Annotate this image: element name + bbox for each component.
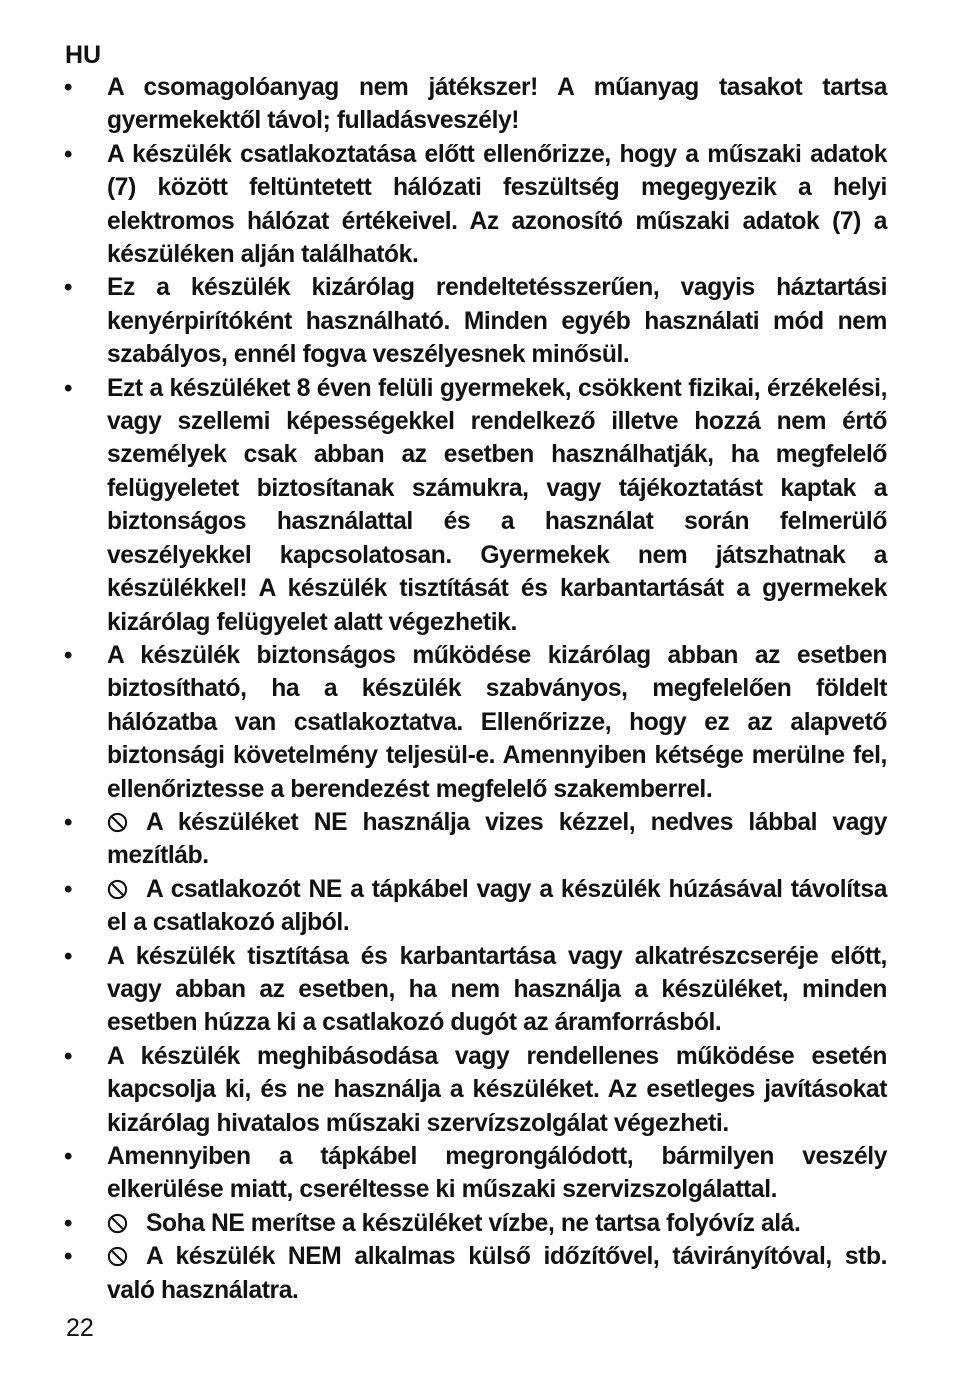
instruction-body — [107, 1043, 887, 1137]
instruction-body — [107, 74, 887, 134]
safety-instruction-item-11 — [0, 1207, 887, 1240]
instruction-text: Amennyiben a tápkábel megrongálódott, bármilyen veszély elkerülése miatt, cseréltesse ki műszaki szervizszolgálattal. — [107, 1143, 887, 1204]
instruction-body — [107, 141, 887, 268]
safety-instruction-item-9 — [0, 1040, 887, 1140]
instruction-text: A készülék NEM alkalmas külső időzítővel, távirányítóval, stb. való használatra. — [107, 1243, 887, 1304]
instruction-text: Ez a készülék kizárólag rendeltetésszerűen, vagyis háztartási kenyérpirítóként használható. Minden egyéb használati mód nem szabályos, ennél fogva veszélyesnek minősül. — [107, 274, 887, 369]
bullet-dot: • — [64, 74, 73, 101]
instruction-text: A készüléket NE használja vizes kézzel, nedves lábbal vagy mezítláb. — [107, 808, 887, 870]
bullet-dot: • — [64, 1143, 73, 1170]
prohibition-sign-icon — [107, 879, 128, 900]
instruction-body — [107, 1143, 887, 1203]
bullet-dot: • — [64, 374, 73, 402]
instruction-text: A készülék csatlakoztatása előtt ellenőrizze, hogy a műszaki adatok (7) között feltüntetett hálózati feszültség megegyezik a helyi elektromos hálózat értékeivel. Az azonosító műszaki adatok (7) a készüléken alján találhatók. — [107, 140, 887, 269]
safety-instruction-item-6 — [0, 806, 887, 873]
instruction-text: A csomagolóanyag nem játékszer! A műanyag tasakot tartsa gyermekektől távol; fulladásveszély! — [107, 74, 887, 135]
safety-instruction-item-10 — [0, 1140, 887, 1207]
instruction-text: Soha NE merítse a készüléket vízbe, ne tartsa folyóvíz alá. — [146, 1209, 801, 1237]
bullet-dot: • — [64, 641, 73, 669]
language-heading: HU — [65, 41, 102, 69]
prohibition-sign-icon — [107, 1213, 128, 1234]
safety-instruction-item-4 — [0, 372, 887, 639]
prohibition-sign-icon — [107, 812, 128, 833]
bullet-dot: • — [64, 140, 73, 168]
bullet-dot: • — [64, 1209, 73, 1237]
instruction-body — [107, 375, 887, 636]
instruction-text: A csatlakozót NE a tápkábel vagy a készülék húzásával távolítsa el a csatlakozó aljból. — [107, 875, 887, 937]
bullet-dot: • — [64, 274, 73, 302]
instruction-body — [107, 642, 887, 803]
safety-instruction-item-7 — [0, 873, 887, 940]
bullet-dot: • — [64, 1243, 73, 1271]
bullet-dot: • — [64, 942, 73, 970]
safety-instructions-list — [0, 71, 954, 1307]
safety-instruction-item-8 — [0, 940, 887, 1040]
page-number: 22 — [66, 1314, 94, 1342]
instruction-text: Ezt a készüléket 8 éven felüli gyermekek, csökkent fizikai, érzékelési, vagy szellemi képességekkel rendelkező illetve hozzá nem értő személyek csak abban az esetben használhatják, ha megfelelő felügyeletet biztosítanak számukra, vagy tájékoztatást kaptak a biztonságos használattal és a használat során felmerülő veszélyekkel kapcsolatosan. Gyermekek nem játszhatnak a készülékkel! A készülék tisztítását és karbantartását a gyermekek kizárólag felügyelet alatt végezhetik. — [107, 374, 887, 636]
safety-instruction-item-2 — [0, 138, 887, 272]
bullet-dot: • — [64, 1042, 73, 1070]
safety-instruction-item-5 — [0, 639, 887, 806]
safety-instruction-item-12 — [0, 1240, 887, 1307]
instruction-body — [107, 943, 887, 1037]
bullet-dot: • — [64, 875, 73, 903]
instruction-body — [107, 876, 887, 936]
safety-instruction-item-3 — [0, 271, 887, 371]
instruction-text: A készülék tisztítása és karbantartása vagy alkatrészcseréje előtt, vagy abban az esetben, ha nem használja a készüléket, minden esetben húzza ki a csatlakozó dugót az áramforrásból. — [107, 942, 887, 1037]
instruction-text: A készülék biztonságos működése kizárólag abban az esetben biztosítható, ha a készülék szabványos, megfelelően földelt hálózatba van csatlakoztatva. Ellenőrizze, hogy ez az alapvető biztonsági követelmény teljesül-e. Amennyiben kétsége merülne fel, ellenőriztesse a berendezést megfelelő szakemberrel. — [107, 641, 887, 803]
instruction-body — [107, 1210, 800, 1237]
safety-instruction-item-1 — [0, 71, 887, 138]
instruction-body — [107, 809, 887, 869]
instruction-body — [107, 274, 887, 368]
bullet-dot: • — [64, 808, 73, 836]
instruction-body — [107, 1243, 887, 1303]
prohibition-sign-icon — [107, 1246, 128, 1267]
instruction-text: A készülék meghibásodása vagy rendellenes működése esetén kapcsolja ki, és ne használja a készüléket. Az esetleges javításokat kizárólag hivatalos műszaki szervízszolgálat végezheti. — [107, 1042, 887, 1137]
